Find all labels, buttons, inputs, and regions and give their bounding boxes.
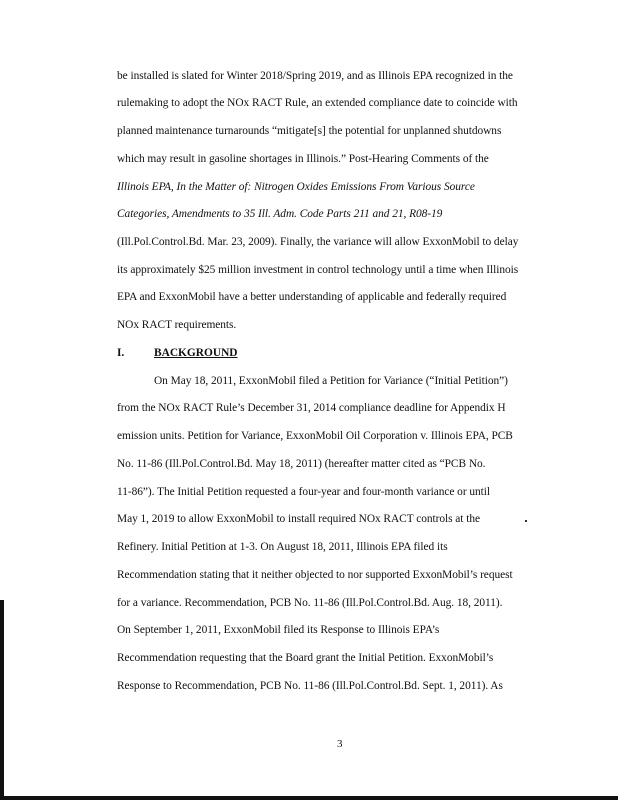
text-line: planned maintenance turnarounds “mitigate[s] the potential for unplanned shutdowns xyxy=(117,125,502,137)
section-number: I. xyxy=(117,347,125,359)
scan-border-left xyxy=(0,600,4,800)
text-line: NOx RACT requirements. xyxy=(117,319,237,331)
text-line: Illinois EPA, In the Matter of: Nitrogen Oxides Emissions From Various Source xyxy=(117,181,475,193)
text-line: for a variance. Recommendation, PCB No. 11-86 (Ill.Pol.Control.Bd. Aug. 18, 2011). xyxy=(117,597,503,609)
text-line: rulemaking to adopt the NOx RACT Rule, an extended compliance date to coincide with xyxy=(117,97,518,109)
scan-border-bottom xyxy=(0,796,618,800)
section-heading: BACKGROUND xyxy=(154,347,238,359)
text-line: May 1, 2019 to allow ExxonMobil to install required NOx RACT controls at the xyxy=(117,513,480,525)
text-line: emission units. Petition for Variance, ExxonMobil Oil Corporation v. Illinois EPA, PCB xyxy=(117,430,513,442)
text-line: Recommendation requesting that the Board grant the Initial Petition. ExxonMobil’s xyxy=(117,652,494,664)
text-line: EPA and ExxonMobil have a better understanding of applicable and federally required xyxy=(117,291,507,303)
text-line: from the NOx RACT Rule’s December 31, 2014 compliance deadline for Appendix H xyxy=(117,402,506,414)
text-line: its approximately $25 million investment in control technology until a time when Illinois xyxy=(117,264,519,276)
text-line: Refinery. Initial Petition at 1-3. On August 18, 2011, Illinois EPA filed its xyxy=(117,541,448,553)
text-line: On September 1, 2011, ExxonMobil filed its Response to Illinois EPA’s xyxy=(117,624,440,636)
text-line: Recommendation stating that it neither objected to nor supported ExxonMobil’s request xyxy=(117,569,513,581)
text-line: which may result in gasoline shortages in Illinois.” Post-Hearing Comments of the xyxy=(117,153,489,165)
text-line: Categories, Amendments to 35 Ill. Adm. Code Parts 211 and 21, R08-19 xyxy=(117,208,443,220)
text-line: be installed is slated for Winter 2018/Spring 2019, and as Illinois EPA recognized in the xyxy=(117,70,513,82)
text-line: No. 11-86 (Ill.Pol.Control.Bd. May 18, 2011) (hereafter matter cited as “PCB No. xyxy=(117,458,486,470)
page-number: 3 xyxy=(337,738,343,750)
scan-speck xyxy=(525,520,527,522)
text-line: (Ill.Pol.Control.Bd. Mar. 23, 2009). Finally, the variance will allow ExxonMobil to delay xyxy=(117,236,519,248)
text-line: Response to Recommendation, PCB No. 11-86 (Ill.Pol.Control.Bd. Sept. 1, 2011). As xyxy=(117,680,503,692)
text-line: On May 18, 2011, ExxonMobil filed a Petition for Variance (“Initial Petition”) xyxy=(154,375,508,387)
text-line: 11-86”). The Initial Petition requested a four-year and four-month variance or until xyxy=(117,486,491,498)
